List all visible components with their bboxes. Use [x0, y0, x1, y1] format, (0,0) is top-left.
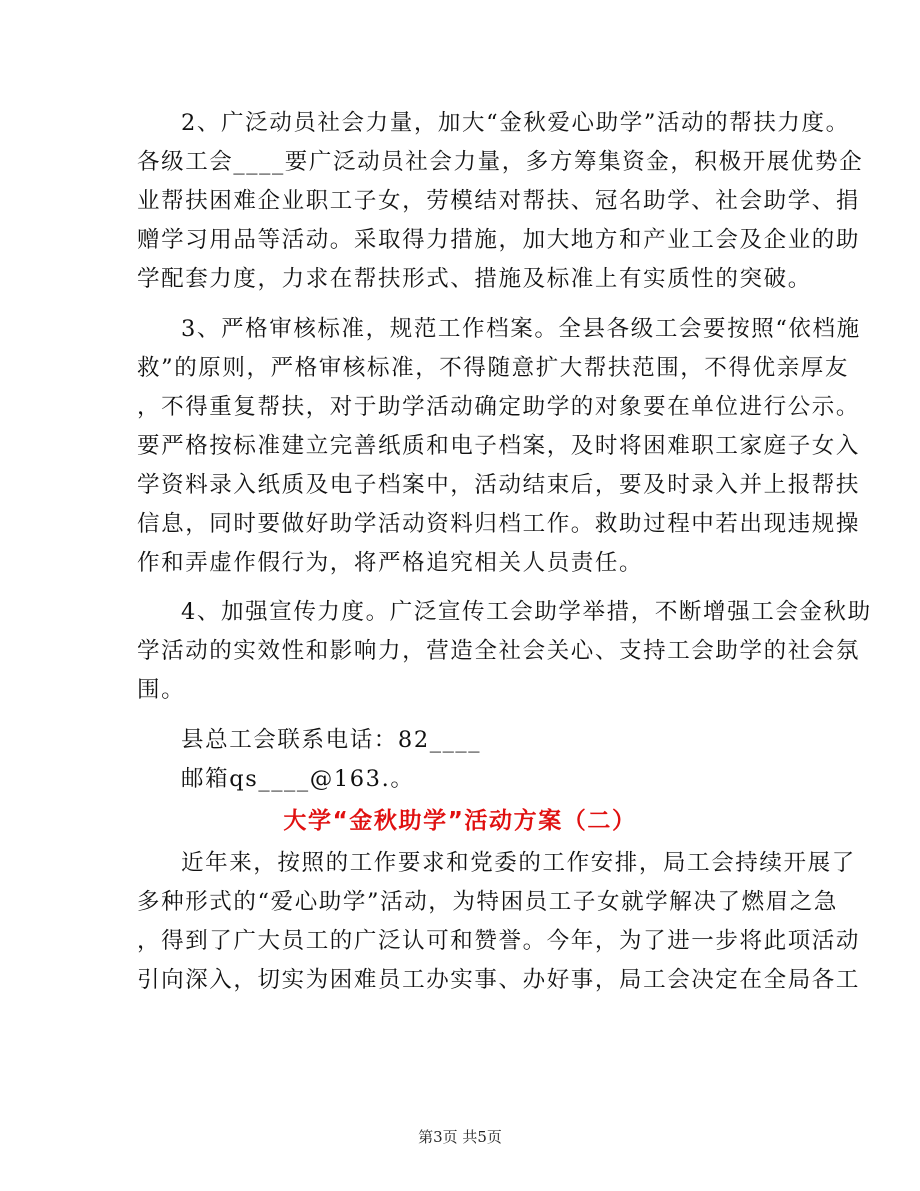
text-line: 3、严格审核标准，规范工作档案。全县各级工会要按照“依档施	[181, 316, 861, 342]
text-line: 引向深入，切实为困难员工办实事、办好事，局工会决定在全局各工	[137, 967, 861, 993]
text-line: 信息，同时要做好助学活动资料归档工作。救助过程中若出现违规操	[137, 511, 861, 537]
text-line: 业帮扶困难企业职工子女，劳模结对帮扶、冠名助学、社会助学、捐	[137, 188, 861, 214]
text-line: 4、加强宣传力度。广泛宣传工会助学举措，不断增强工会金秋助	[181, 599, 872, 625]
page-number: 第3页 共5页	[418, 1128, 502, 1146]
text-line: 作和弄虚作假行为，将严格追究相关人员责任。	[137, 550, 644, 576]
text-line: 多种形式的“爱心助学”活动，为特困员工子女就学解决了燃眉之急	[137, 889, 839, 915]
text-line: 学活动的实效性和影响力，营造全社会关心、支持工会助学的社会氛	[137, 638, 861, 664]
text-line: 2、广泛动员社会力量，加大“金秋爱心助学”活动的帮扶力度。	[181, 110, 850, 136]
contact-email: 邮箱qs____@163.。	[181, 766, 415, 792]
text-line: 近年来，按照的工作要求和党委的工作安排，局工会持续开展了	[181, 850, 856, 876]
text-line: 围。	[137, 677, 186, 703]
text-line: 学配套力度，力求在帮扶形式、措施及标准上有实质性的突破。	[137, 266, 812, 292]
text-line: 赠学习用品等活动。采取得力措施，加大地方和产业工会及企业的助	[137, 227, 861, 253]
text-line: 要严格按标准建立完善纸质和电子档案，及时将困难职工家庭子女入	[137, 433, 861, 459]
text-line: ，不得重复帮扶，对于助学活动确定助学的对象要在单位进行公示。	[137, 394, 861, 420]
section-heading: 大学“金秋助学”活动方案（二）	[283, 808, 637, 834]
text-line: 救”的原则，严格审核标准，不得随意扩大帮扶范围，不得优亲厚友	[137, 355, 850, 381]
text-line: 各级工会____要广泛动员社会力量，多方筹集资金，积极开展优势企	[137, 149, 864, 175]
text-line: ，得到了广大员工的广泛认可和赞誉。今年，为了进一步将此项活动	[137, 928, 861, 954]
contact-phone: 县总工会联系电话：82____	[181, 727, 482, 753]
text-line: 学资料录入纸质及电子档案中，活动结束后，要及时录入并上报帮扶	[137, 472, 861, 498]
